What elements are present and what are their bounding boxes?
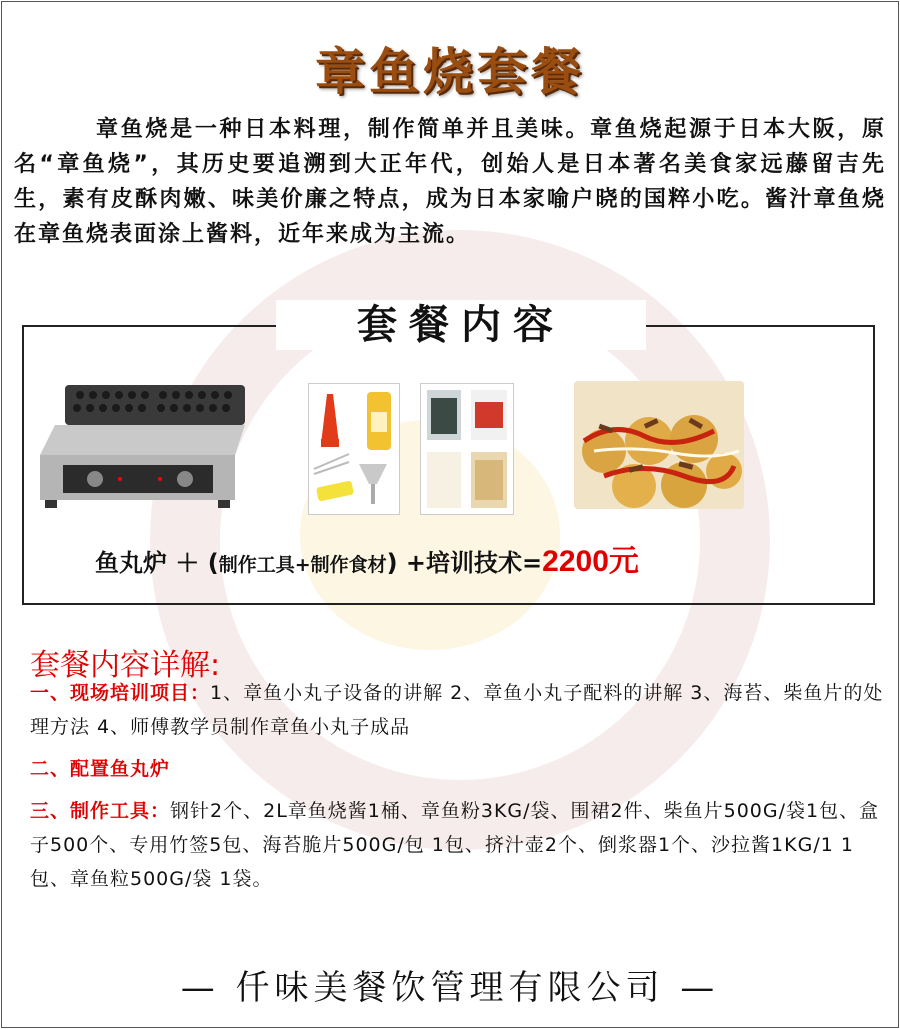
package-title: 套餐内容 <box>276 300 646 350</box>
detail-item-training-text: 1、章鱼小丸子设备的讲解 2、章鱼小丸子配料的讲解 3、海苔、柴鱼片的处理方法 4、师傅教学员制作章鱼小丸子成品 <box>30 682 884 738</box>
details-heading: 套餐内容详解: <box>30 648 221 683</box>
page-title: 章鱼烧套餐 <box>315 43 585 101</box>
detail-item-tools-text: 钢针2个、2L章鱼烧酱1桶、章鱼粉3KG/袋、围裙2件、柴鱼片500G/袋1包、盒子500个、专用竹签5包、海苔脆片500G/包 1包、挤汁壶2个、倒浆器1个、沙拉酱1KG/1 1包、章鱼粒500G/袋 1袋。 <box>30 800 880 890</box>
company-footer: — 仟味美餐饮管理有限公司 — <box>180 968 720 1008</box>
ingredients-image <box>420 383 514 515</box>
detail-item-training-label: 一、现场培训项目： <box>30 682 211 704</box>
package-price: 2200元 <box>542 545 639 578</box>
detail-item-machine: 二、配置鱼丸炉 <box>30 758 171 780</box>
formula-machine: 鱼丸炉 ＋ ( <box>95 549 219 577</box>
detail-item-training <box>30 676 885 744</box>
formula-tools-ingredients: 制作工具+制作食材 <box>218 554 387 576</box>
intro-paragraph: 章鱼烧是一种日本料理，制作简单并且美味。章鱼烧起源于日本大阪，原名“章鱼烧”，其历史要追溯到大正年代，创始人是日本著名美食家远藤留吉先生，素有皮酥肉嫩、味美价廉之特点，成为日本家喻户晓的国粹小吃。酱汁章鱼烧 在章鱼烧表面涂上酱料，近年来成为主流。 <box>14 117 886 247</box>
takoyaki-dish-image <box>574 381 744 509</box>
package-formula <box>95 536 639 580</box>
detail-item-tools <box>30 794 885 896</box>
takoyaki-machine-image <box>35 380 250 510</box>
detail-item-tools-label: 三、制作工具： <box>30 800 171 822</box>
details-section <box>30 676 885 896</box>
tools-image <box>308 383 400 515</box>
formula-training: ) +培训技术= <box>386 549 543 577</box>
